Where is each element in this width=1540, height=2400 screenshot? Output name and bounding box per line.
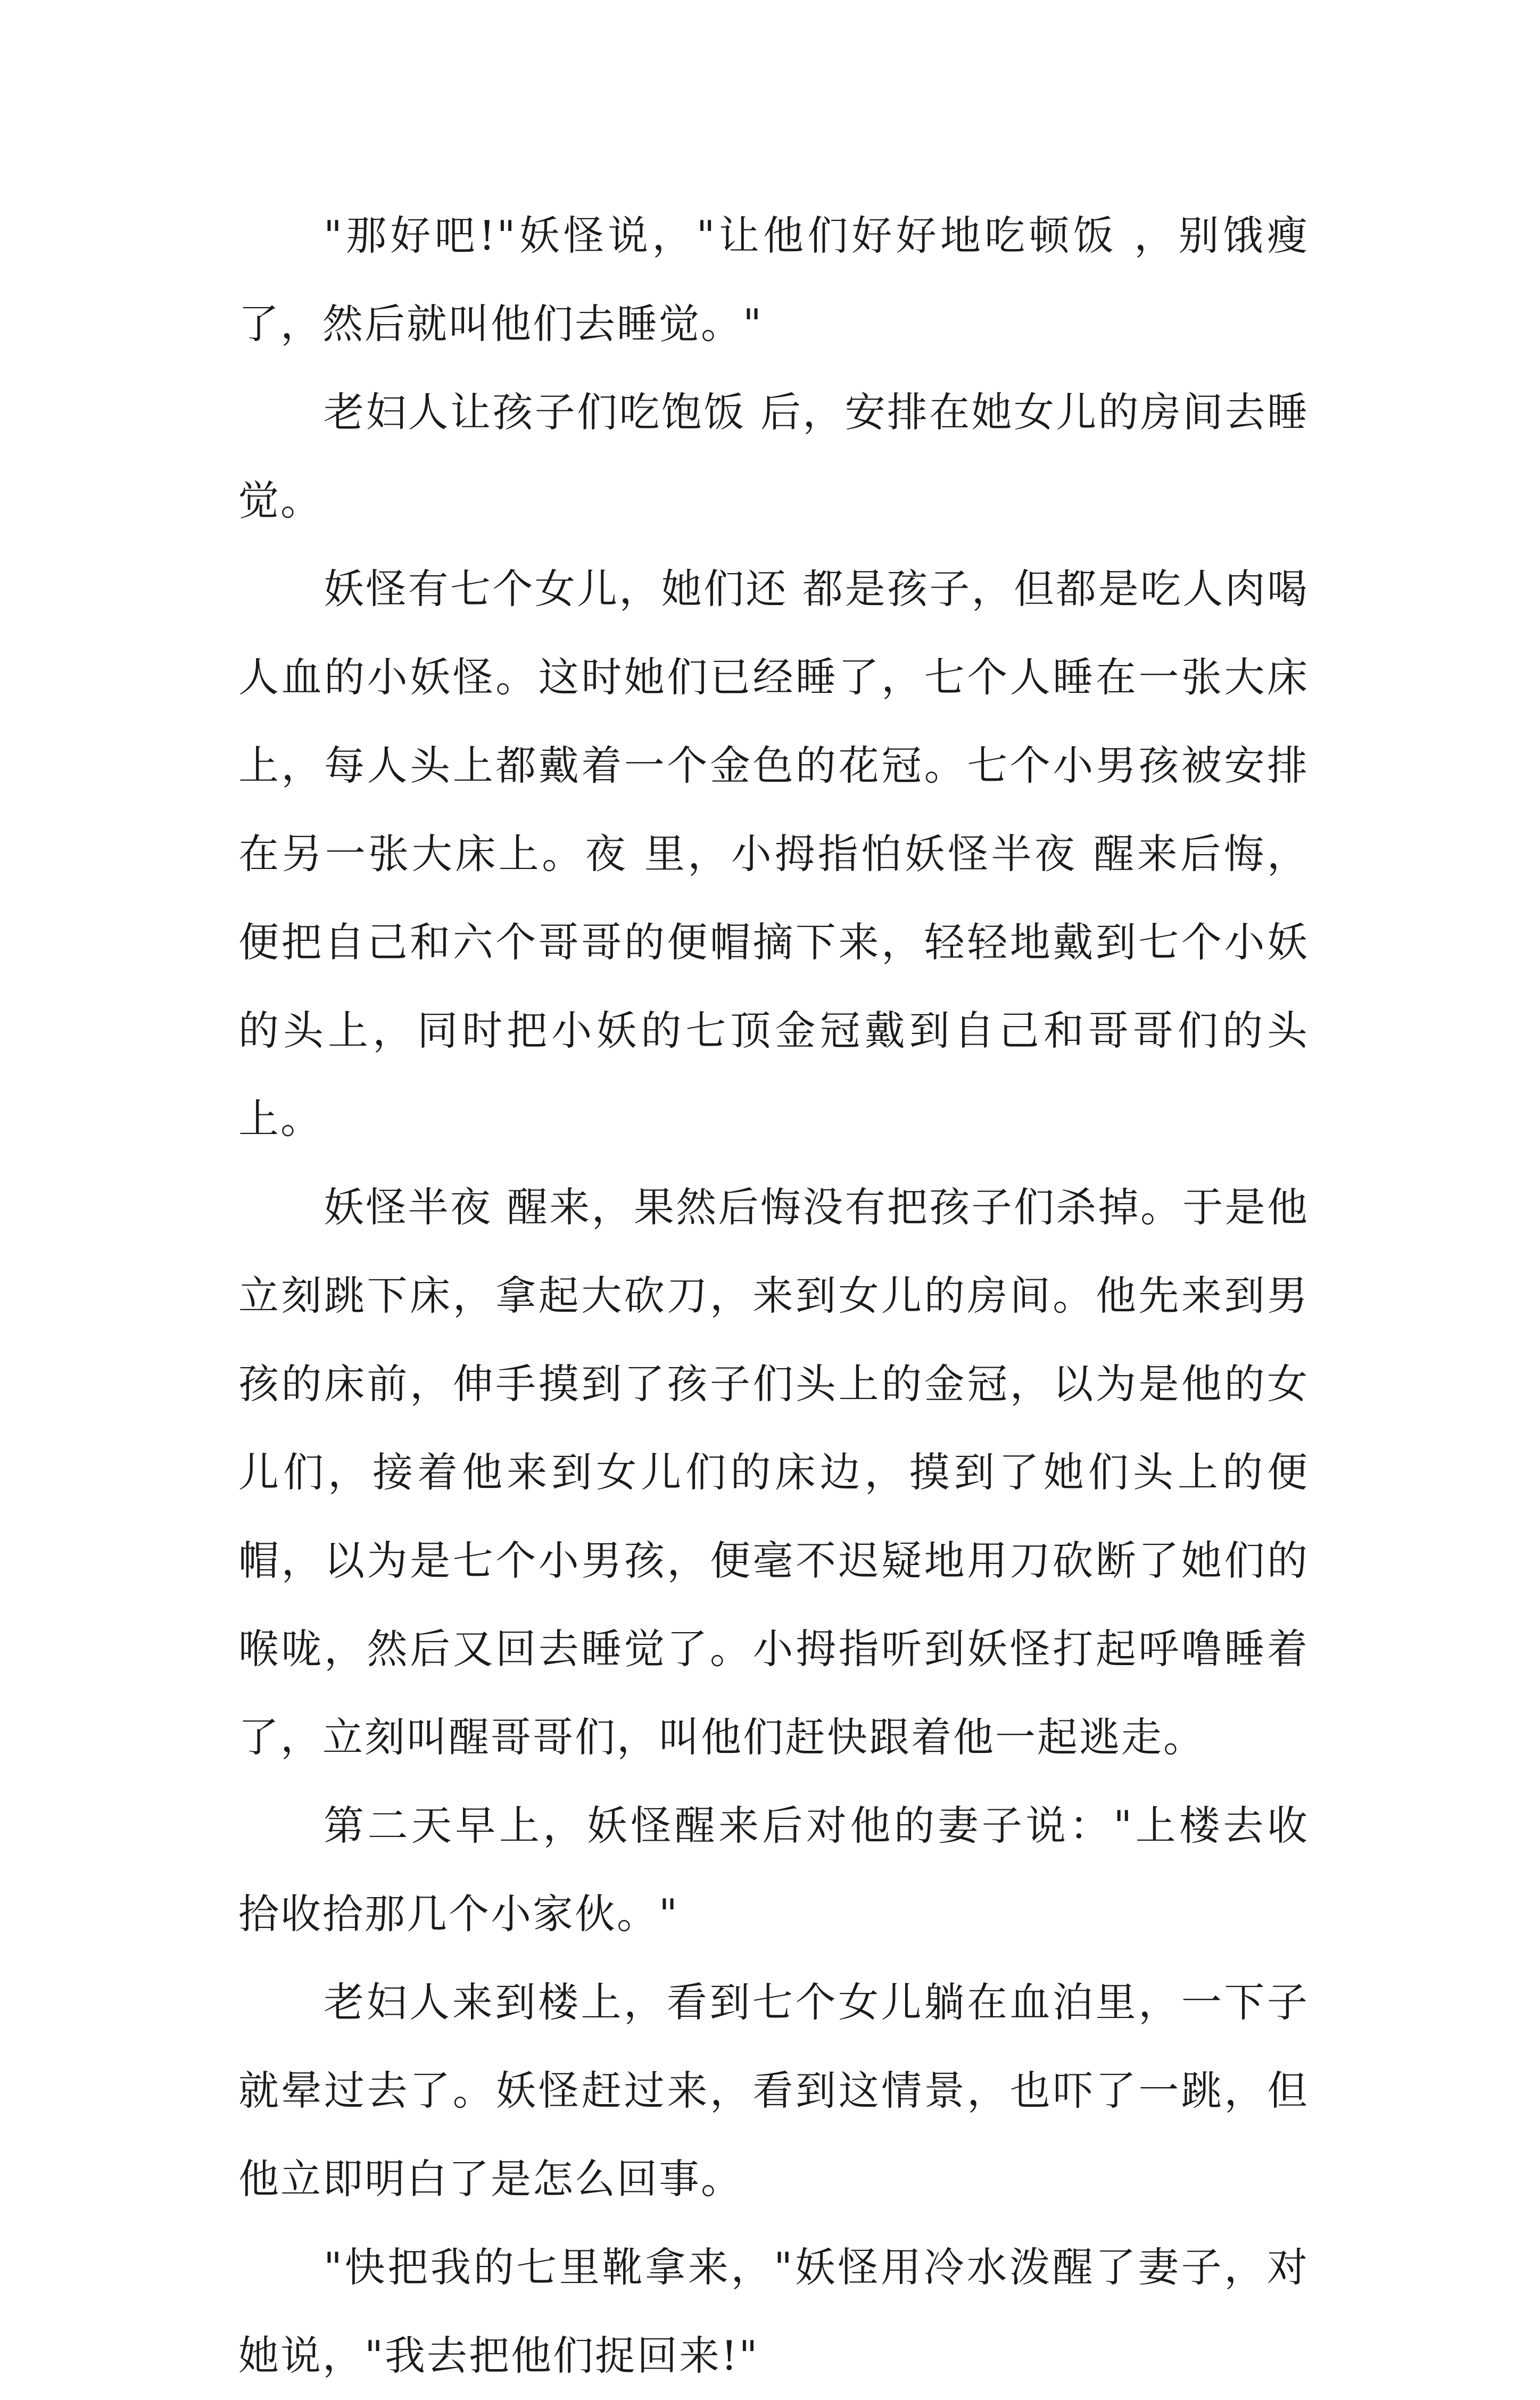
paragraph: 妖怪半夜 醒来，果然后悔没有把孩子们杀掉。于是他立刻跳下床，拿起大砍刀，来到女儿的房间。他先来到男孩的床前，伸手摸到了孩子们头上的金冠，以为是他的女儿们，接着他来到女儿们的床边，摸到了她们头上的便帽，以为是七个小男孩，便毫不迟疑地用刀砍断了她们的喉咙，然后又回去睡觉了。小拇指听到妖怪打起呼噜睡着了，立刻叫醒哥哥们，叫他们赶快跟着他一起逃走。 (238, 1184, 1309, 1761)
paragraph: 妖怪有七个女儿，她们还 都是孩子，但都是吃人肉喝人血的小妖怪。这时她们已经睡了，七个人睡在一张大床上，每人头上都戴着一个金色的花冠。七个小男孩被安排在另一张大床上。夜 里，小拇指怕妖怪半夜 醒来后悔，便把自己和六个哥哥的便帽摘下来，轻轻地戴到七个小妖的头上，同时把小妖的七顶金冠戴到自己和哥哥们的头上。 (238, 565, 1309, 1143)
paragraph: "那好吧!"妖怪说，"让他们好好地吃顿饭 ，别饿瘦了，然后就叫他们去睡觉。" (238, 212, 1309, 347)
paragraph: "快把我的七里靴拿来，"妖怪用冷水泼醒了妻子，对她说，"我去把他们捉回来!" (238, 2244, 1309, 2379)
paragraph: 第二天早上，妖怪醒来后对他的妻子说："上楼去收拾收拾那几个小家伙。" (238, 1802, 1309, 1938)
paragraph: 老妇人让孩子们吃饱饭 后，安排在她女儿的房间去睡觉。 (238, 388, 1309, 524)
paragraph: 老妇人来到楼上，看到七个女儿躺在血泊里，一下子就晕过去了。妖怪赶过来，看到这情景，也吓了一跳，但他立即明白了是怎么回事。 (238, 1979, 1309, 2203)
document-body (238, 192, 1309, 2400)
